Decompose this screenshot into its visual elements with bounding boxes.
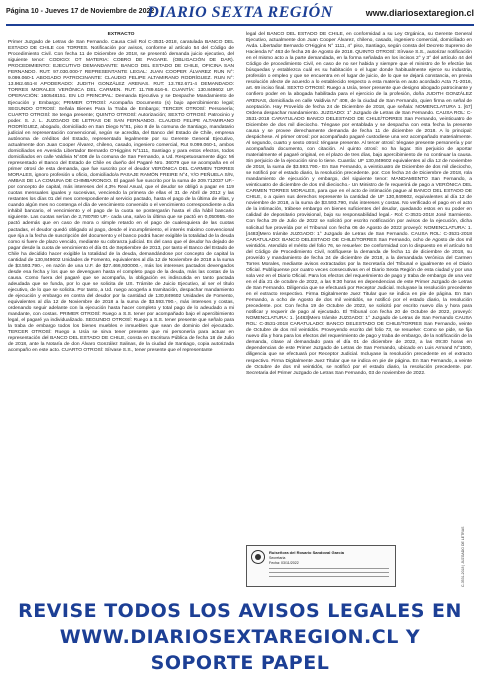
page-header — [0, 0, 480, 30]
promo-banner[interactable] — [8, 598, 472, 674]
extract-title: EXTRACTO — [107, 32, 135, 37]
banner-line-1: REVISE TODOS LOS AVISOS LEGALES EN — [18, 600, 462, 622]
stamp-role: Secretaria — [269, 556, 286, 560]
stamp-date: Fecha: 03/11/2022 — [269, 561, 299, 565]
masthead-title: DIARIO SEXTA REGIÓN — [147, 4, 333, 21]
website-link[interactable]: www.diariosextaregion.cl — [365, 8, 474, 18]
digital-signature-stamp — [246, 545, 396, 587]
stamp-lines — [269, 568, 389, 582]
court-seal-icon — [251, 550, 265, 564]
header-divider — [6, 24, 474, 26]
left-column-text: Primer Juzgado de Letras de San Fernando. Causa Civil Rol C-3531-2018, caratulada BANCO DEL ESTADO DE CHILE con TORRES. Notificación por avisos, conforme al artículo 54 del Código de Procedimiento Civil. Con fecha 11 de Diciembre de 2018, se presentó demanda juicio ejecutivo, del siguiente tenor: CODIGO: OT MATERIA: COBRO DE PAGARE. (OBLIGACIÓN DE DAR). PROCEDIMIENTO: EJECUTIVO DEMANDANTE: BANCO DEL ESTADO DE CHILE, OFICINA SAN FERNANDO. RUT: 97.030.000-7 REPRESENTANTE LEGAL: JUAN COOPER ÁLVAREZ RUN N°: 9.099.060-1 ABOGADO PATROCINANTE: CLAUDIO FELIPE ALTAMIRANO RODRÍGUEZ. RUN N°: 13.962.651-8 APODERADO: JUDITH GONZÁLEZ ARENAS. RUT: 13.782.671-4 DEMANDADO: TORRES MORALES VERÓNICA DEL CARMEN. RUT: 11.789.616-6. CUANTÍA: 130.849602 UF. OPERACIÓN: 160548151. EN LO PRINCIPAL: Demanda Ejecutiva y se Despache Mandamiento de Ejecución y Embargo; PRIMER OTROSÍ: Acompaña Documento (s) bajo apercibimiento legal; SEGUNDO OTROSÍ: Señala Bienes Para la Traba de Embargo; TERCER OTROSÍ: Personería; CUARTO OTROSÍ: Se tenga presente; QUINTO OTROSÍ: Autorización; SEXTO OTROSÍ: Patrocinio y poder. S. J. L. JUZGADO DE LETRAS DE SAN FERNANDO. CLAUDIO FELIPE ALTAMIRANO RODRÍGUEZ, abogado, domiciliado en San Diego N°81, piso 8 de la comuna de Santiago, mandatario judicial en representación convencional, según se acredita, del Banco del Estado de Chile, empresa autónoma de créditos del Estado, representado legalmente por su Gerente General Ejecutivo, actualmente don Juan Cooper Álvarez, chileno, casado, ingeniero comercial, Rut 9.099.060-1, ambos domiciliados en Avenida Libertador Bernardo O'Higgins N°1111, Santiago y para estos efectos, todos domiciliados en calle Valdivia N°408 de la comuna de San Fernando, a Ud. Respetuosamente digo: Mi representado el Banco del Estado de Chile es dueño del Pagaré Nro. 36079 que se acompaña en el primer otrosí de esta demanda, que fue suscrito por el deudor VERÓNICA DEL CARMEN TORRES MORALES, ignoro profesión u oficio, domiciliado/a PASAJE RAMÓN FREIRE N°4, Y/O PEÑUELA S/N, AMBAS DE LA COMUNA DE CHIMBARONGO. El pagaré fue suscrito por la suma de 209.712037 UF.- por concepto de capital, más intereses del 4,3% Real Anual, que el deudor se obligó a pagar en 119 cuotas mensuales iguales y sucesivas, venciendo la primera de ellas el 31 de Abril de 2012 y las restantes los días 01 del mes correspondiente al servicio pactado, hasta el pago de la última de ellas, y cuando algún mes no contenga el día de vencimiento convenido o el vencimiento correspondiente a día inhábil bancario, el vencimiento y el pago de la cuota se postergarán hasta el día hábil bancario siguiente. Las cuotas serían de 2,780780 UF.- cada una, salvo la última que se pactó en 0,050955.-Se pactó además que en caso de mora o simple retardo en el pago de cualesquiera de las cuotas pactadas, el deudor quedó obligado al pago, desde el incumplimiento, el interés máximo convencional que rija a la fecha de suscripción del documento y el banco podrá hacer exigible la totalidad de la deuda como si fuere de plazo vencido, mediante su cobranza judicial. Es del caso que el deudor ha dejado de pagar desde la cuota de vencimiento el día 01 de Septiembre de 2013, por tanto el Banco del Estado de Chile ha decidido hacer exigible la totalidad de la deuda, demandándose por concepto de capital la cantidad de 130,849602 Unidades de Fomento, equivalentes al día 12 de Noviembre de 2018 a la suma de $3.593.790.-, en razón de una U.F. de $27.466,930000.-, más los intereses pactados devengados desde esa fecha y los que se devenguen hasta el completo pago de la deuda, más las costas de la causa. Como fuera del pagaré que se acompaña, la obligación es indiscutida en tanto pactada adeudada que se funda, por lo que se solicita de US. Trámite de Juicio Ejecutivo, al ser el título ejecutivo, de lo que se solicita. Por tanto, a Ud. ruego acogerla a tramitación, despachar mandamiento de ejecución y embargo en contra del deudor por la cantidad de 130,849602 Unidades de Fomento, equivalentes al día 12 de Noviembre de 2018 a la suma de $3.593.790.-, más intereses y costas, ordenando seguir adelante con la ejecución hasta hacer completo y total pago de lo adeudado a mi mandante, con costas. PRIMER OTROSÍ: Ruego a S.S. tener por acompañado bajo el apercibimiento legal, el pagaré ya individualizado. SEGUNDO OTROSÍ: Ruego a S.S. tener presente que señalo para la traba de embargo todos los bienes muebles e inmuebles que sean de dominio del ejecutado. TERCER OTROSÍ: Ruego a Usía se sirva tener presente que mi personería para actuar en representación del BANCO DEL ESTADO DE CHILE, consta en Escritura Pública de fecha 18 de Julio de 2018, ante la Notaría de don Álvaro González Salinas, de la ciudad de Santiago, copia autorizada acompaño en este acto. CUARTO OTROSÍ: Sírvase S.S., tener presente que el representante — [8, 40, 234, 354]
right-column — [246, 32, 472, 378]
stamp-signer: Ruiseñora del Rosario Sandoval García — [269, 550, 344, 555]
side-code-text: C-3531-2018 | JUZGADO DE LETRAS — [461, 526, 465, 587]
page-date-line: Página 10 - Jueves 17 de Noviembre de 2022 — [6, 8, 155, 15]
left-column — [8, 32, 234, 356]
vertical-side-code — [458, 480, 466, 590]
right-column-text: legal del BANCO DEL ESTADO DE CHILE, en conformidad a su Ley Orgánica, su Gerente General Ejecutivo, actualmente don Juan Cooper Álvarez, chileno, casado, ingeniero comercial, domiciliado en Avda. Libertador Bernardo O'Higgins N° 1111, 4° piso, Santiago, según consta del Decreto Supremo de Hacienda N° 463 de fecha 26 de Agosto de 2018. QUINTO OTROSÍ: Sírvase S.S., autorizar notificación en el mismo acto a la parte demandada, en la forma señalada en los incisos 2° y 3° del artículo 44 del Código de procedimiento Civil, en caso de no ser habida y siempre que el ministro de fe efectúe las búsquedas y establezca cuál es su habitación o el lugar donde habitualmente ejerce su industria, profesión o empleo y que se encuentra en el lugar de juicio, de lo que se dejará constancia, en previa resolución afecte de acuerdo a lo establecido respecto a esta materia en auto acordado Acta 71-2016, art. 69 inciso final. SEXTO OTROSÍ: Ruego a Usía, tener presente que designo abogado patrocinante y confiero poder en la abogada habilitada para el ejercicio de la profesión, doña JUDITH GONZÁLEZ ARENAS, domiciliada en calle Valdivia N° 408, de la ciudad de San Fernando, quien firma en señal de aceptación. Hay Proveído de fecha 24 de Diciembre de 2018, que señala: NOMENCLATURA 1. [67] Ordena despachar mandamiento. JUZGADO: 1° Juzgado de Letras de San Fernando. CAUSA ROL: C-3531-2018 CARATULADO BANCO DELESTADO DE CHILE/TORRES San Fernando, veinticuatro de Diciembre de dos mil dieciocho. Téngase por entablada y se despacha con esta fecha la presente causa y se provee derechamente demanda de fecha 11 de diciembre de 2018. A lo principal: despáchese. Al primer otrosí: por acompañado pagaré custodiese una vez acompañado materialmente. Al segundo, cuarto y sexto otrosí: téngase presente. Al tercer otrosí: téngase presente personería y por acompañado documento, con citación. Al quinto otrosí: no ha lugar. Sin perjuicio de aportar materialmente el pagaré original, en el plazo de tres días, bajo apercibimiento de no continuar la causa. Sin perjuicio de la ejecución sino lo tiene. Cuantía: UF 130,849602 equivalentes al día 12 de noviembre de 2018, la suma de $3.593.790.- En San Fernando, a veinticuatro de Diciembre de dos mil dieciocho, se notificó por el estado diario, la resolución precedente. por. Con fecha 24 de Diciembre de 2018, rola mandamiento de ejecución y embargo, del siguiente tenor: MANDAMIENTO San Fernando, a veinticuatro de diciembre de dos mil dieciocho.- Un Ministro de fe requerirá de pago a VERÓNICA DEL CARMEN TORRES MORALES, para que en el acto de intimación pague al BANCO DEL ESTADO DE CHILE, o a quien sus derechos represente la cantidad de UF 130,849602, equivalentes al día 12 de noviembre de 2018, a la suma de $3.593.790, más intereses y costas. No verificado el pago en el acto de la intimación, trábese embargo en bienes suficientes del deudor, quedando estos en su poder en calidad de depositario provisional, bajo su responsabilidad legal.- Rol: C-3531-2018 José Sarmiento. Con fecha 29 de Julio de 2022 se solicitó por escrito notificación por avisos de la ejecución, dicha solicitud fue proveída por el Tribunal con fecha 06 de Agosto de 2022 proveyó: NOMENCLATURA: 1. [4483]Mero trámite JUZGADO: 1° Juzgado de Letras de San Fernando. CAUSA ROL: C-3531-2018 CARATULADO: BANCO DELESTADO DE CHILE/TORRES San Fernando, ocho de Agosto de dos mil veintidós. Atendido el mérito del folio 76, se resuelve: De conformidad con lo dispuesto en el artículo 54 del Código de Procedimiento Civil, notifíquese la demanda de fecha 11 de diciembre de 2018, su proveído y mandamiento de fecha 24 de diciembre de 2018, a la demandada Verónica del Carmen Torres Morales, mediante avisos extractados por la Secretaría del Tribunal e igualmente en el Diario Oficial. Publíquense por cuatro veces consecutivas en el Diario Sexta Región de esta ciudad y por una sola vez en el Diario Oficial. Para los efectos del requerimiento de pago y traba de embargo de una vez en el día 21 de octubre de 2022, a las 9:30 horas en dependencias de este Primer Juzgado de Letras de San Fernando. Diligencia que se efectuará por Receptor Judicial. Incluyase la resolución precedente en el extracto respectivo. Firma Digitalmente Juez Titular que se indica en pie de página. En San Fernando, a ocho de Agosto de dos mil veintidós, se notificó por el estado diario, la resolución precedente. por. Con fecha 19 de Octubre de 2022, se solicitó por escrito nuevo día y hora para notificar y requerir de pago al ejecutado. El Tribunal con fecha 20 de Octubre de 2022, proveyó: NOMENCLATURA: 1. [4483]Mero trámite JUZGADO: 1° Juzgado de Letras de San Fernando CAUSA ROL: C-3531-2018 CARATULADO: BANCO DELESTADO DE CHILE/TORRES San Fernando, veinte de Octubre de dos mil veintidós. Proveyendo escrito del folio 73, se resuelve: Como se pide, se fija nuevo día y hora para los efectos del requerimiento de pago y traba de embargo, de la notificación de la demanda, citase al demandado para el día 01 de diciembre de 2022, a las 09:30 horas en dependencias de este Primer Juzgado de Letras de San Fernando, ubicado en Luis Armand N°1500, diligencia que se efectuará por Receptor Judicial. Incluyase la resolución precedente en el extracto respectivo. Firma Digitalmente Juez Titular que se indica en pie de página. En San Fernando, a veinte de Octubre de dos mil veintidós, se notificó por el estado diario, la resolución precedente. por. Secretaria del Primer Juzgado de Letras San Fernando, 03 de noviembre de 2022. — [246, 32, 472, 376]
banner-line-2: WWW.DIARIOSEXTAREGION.CL Y SOPORTE PAPEL — [59, 626, 421, 674]
